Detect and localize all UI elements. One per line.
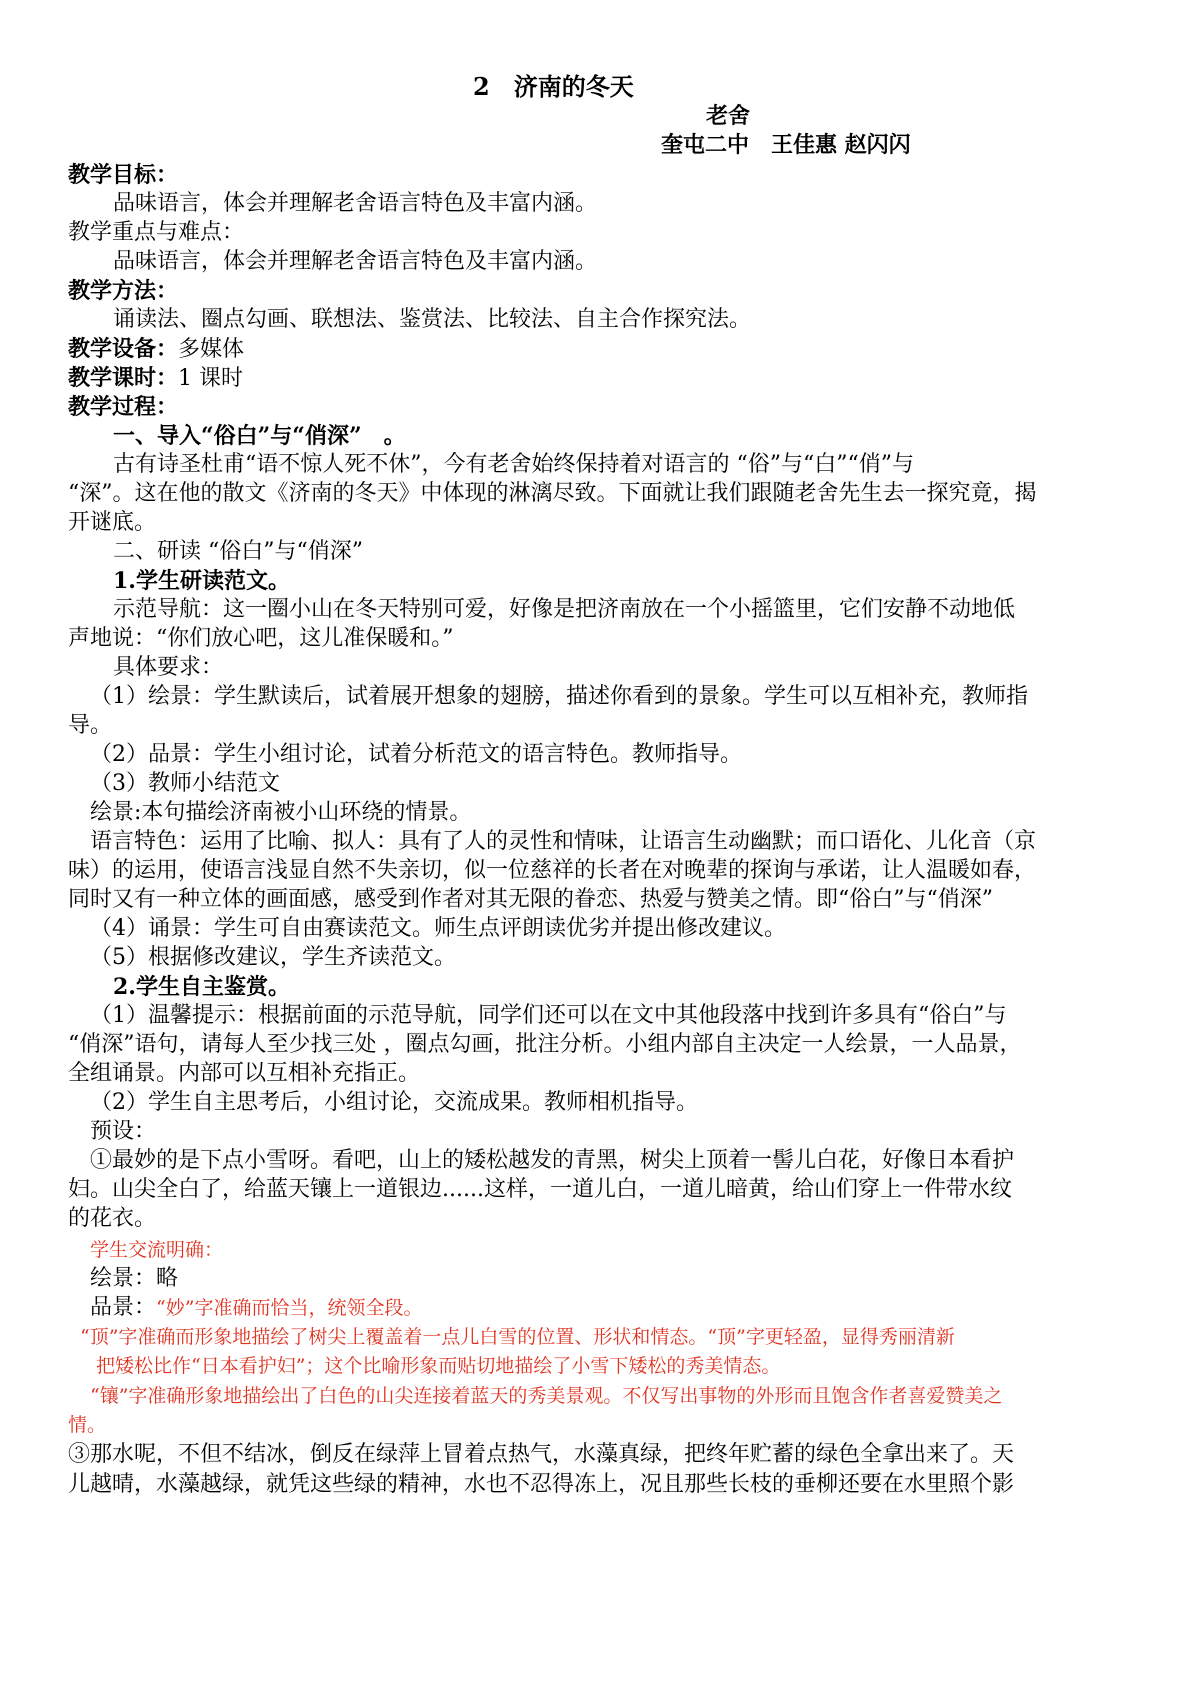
example-3-line: 儿越晴，水藻越绿，就凭这些绿的精神，水也不忍得冻上，况且那些长枝的垂柳还要在水里照个影 — [68, 1472, 1015, 1497]
methods-text: 诵读法、圈点勾画、联想法、鉴赏法、比较法、自主合作探究法。 — [113, 307, 752, 332]
requirement-3: （3）教师小结范文 — [90, 771, 280, 796]
objectives-label: 教学目标： — [68, 162, 179, 188]
taste-red-line: “顶”字准确而形象地描绘了树尖上覆盖着一点儿白雪的位置、形状和情态。“顶”字更轻盈，显得秀丽清新 — [80, 1326, 955, 1348]
tip-line: （1）温馨提示：根据前面的示范导航，同学们还可以在文中其他段落中找到许多具有“俗白”与 — [90, 1003, 1007, 1028]
exchange-label: 学生交流明确： — [90, 1239, 224, 1261]
example-3-line: ③那水呢，不但不结冰，倒反在绿萍上冒着点热气，水藻真绿，把终年贮蓄的绿色全拿出来了。天 — [68, 1442, 1015, 1467]
example-1-line: 妇。山尖全白了，给蓝天镶上一道银边......这样，一道儿白，一道儿暗黄，给山们穿上一件带水纹 — [68, 1177, 1012, 1202]
intro-heading: 一、导入“俗白”与“俏深” 。 — [113, 423, 406, 449]
methods-label: 教学方法： — [68, 278, 179, 304]
demo-line: 示范导航：这一圈小山在冬天特别可爱，好像是把济南放在一个小摇篮里，它们安静不动地低 — [113, 597, 1016, 622]
requirement-1-line: （1）绘景：学生默读后，试着展开想象的翅膀，描述你看到的景象。学生可以互相补充，教师指 — [90, 684, 1029, 709]
language-feature-line: 味）的运用，使语言浅显自然不失亲切，似一位慈祥的长者在对晚辈的探询与承诺，让人温暖如春， — [68, 858, 1037, 883]
part2-heading: 2.学生自主鉴赏。 — [113, 974, 290, 1000]
scene-label: 绘景：略 — [90, 1266, 179, 1291]
hours-label: 教学课时： — [68, 365, 179, 391]
example-1-line: 的花衣。 — [68, 1206, 157, 1231]
hours-line — [68, 363, 243, 394]
equipment-line — [68, 334, 244, 365]
taste-red-line: 情。 — [68, 1414, 107, 1436]
demo-line: 声地说：“你们放心吧，这儿准保暖和。” — [68, 626, 454, 651]
part1-heading: 1.学生研读范文。 — [113, 568, 290, 594]
teachers: 奎屯二中 王佳惠 赵闪闪 — [661, 132, 911, 158]
key-points-text: 品味语言，体会并理解老舍语言特色及丰富内涵。 — [113, 249, 598, 274]
requirement-1-line: 导。 — [68, 713, 113, 738]
tip-line: “俏深”语句，请每人至少找三处 ，圈点勾画，批注分析。小组内部自主决定一人绘景，一人品景， — [68, 1032, 1022, 1057]
taste-label: 品景： — [90, 1295, 157, 1320]
intro-line: 开谜底。 — [68, 510, 157, 535]
requirement-4: （4）诵景：学生可自由赛读范文。师生点评朗读优劣并提出修改建议。 — [90, 916, 786, 941]
objectives-text: 品味语言，体会并理解老舍语言特色及丰富内涵。 — [113, 191, 598, 216]
tip-line: 全组诵景。内部可以互相补充指正。 — [68, 1061, 421, 1086]
hours-value: 1 课时 — [178, 366, 244, 391]
intro-line: 古有诗圣杜甫“语不惊人死不休”，今有老舍始终保持着对语言的 “俗”与“白”“俏”与 — [113, 452, 914, 477]
think-step: （2）学生自主思考后，小组讨论，交流成果。教师相机指导。 — [90, 1090, 698, 1115]
preset-label: 预设： — [90, 1119, 157, 1144]
requirement-2: （2）品景：学生小组讨论，试着分析范文的语言特色。教师指导。 — [90, 742, 742, 767]
language-feature-line: 同时又有一种立体的画面感，感受到作者对其无限的眷恋、热爱与赞美之情。即“俗白”与“俏深” — [68, 887, 993, 912]
example-1-line: ①最妙的是下点小雪呀。看吧，山上的矮松越发的青黑，树尖上顶着一髻儿白花，好像日本看护 — [90, 1148, 1015, 1173]
scene-summary: 绘景:本句描绘济南被小山环绕的情景。 — [90, 800, 472, 825]
study-heading: 二、研读 “俗白”与“俏深” — [113, 539, 363, 564]
taste-red-line: “妙”字准确而恰当，统领全段。 — [156, 1297, 423, 1319]
requirements-label: 具体要求： — [113, 655, 224, 680]
language-feature-line: 语言特色：运用了比喻、拟人：具有了人的灵性和情味，让语言生动幽默；而口语化、儿化音（京 — [90, 829, 1037, 854]
taste-red-line: 把矮松比作“日本看护妇”；这个比喻形象而贴切地描绘了小雪下矮松的秀美情态。 — [96, 1355, 781, 1377]
equipment-value: 多媒体 — [178, 337, 245, 362]
intro-line: “深”。这在他的散文《济南的冬天》中体现的淋漓尽致。下面就让我们跟随老舍先生去一探究竟，揭 — [68, 481, 1037, 506]
taste-red-line: “镶”字准确形象地描绘出了白色的山尖连接着蓝天的秀美景观。不仅写出事物的外形而且饱含作者喜爱赞美之 — [90, 1385, 1003, 1407]
author: 老舍 — [706, 103, 751, 129]
equipment-label: 教学设备： — [68, 336, 179, 362]
page-title: 2 济南的冬天 — [473, 72, 634, 101]
requirement-5: （5）根据修改建议，学生齐读范文。 — [90, 945, 456, 970]
key-points-label: 教学重点与难点： — [68, 220, 245, 245]
taste-line — [90, 1293, 422, 1323]
process-label: 教学过程： — [68, 394, 179, 420]
